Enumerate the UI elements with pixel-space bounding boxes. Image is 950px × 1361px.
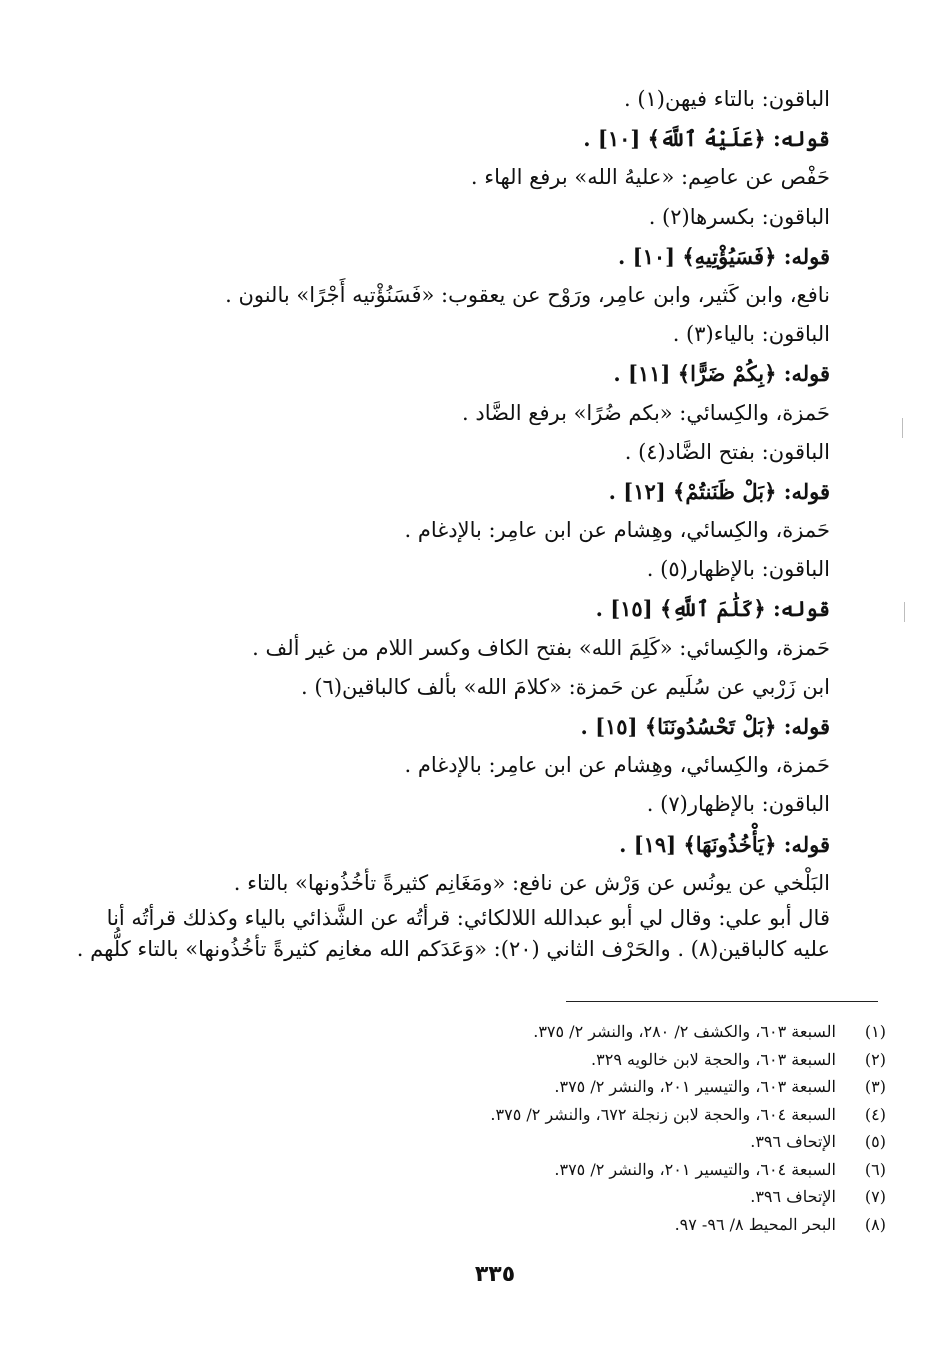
footnote-number: (٦) — [864, 1159, 886, 1179]
text-line: نافع، وابن كَثير، وابن عامِر، ورَوْح عن يعقوب: «فَسَنُؤْتيه أَجْرًا» بالنون . — [225, 282, 830, 307]
footnote-text: البحر المحيط ٨/ ٩٦- ٩٧. — [674, 1214, 836, 1234]
text-line: الباقون: بالياء(٣) . — [672, 322, 830, 347]
text-line: حَمزة، والكِسائي، وهِشام عن ابن عامِر: بالإدغام . — [404, 518, 830, 543]
text-line: الباقون: بالإظهار(٥) . — [646, 557, 830, 582]
footnote-number: (٧) — [864, 1187, 886, 1206]
verse-reference-line: قوله: ﴿بِكُمْ ضَرًّا﴾ [١١] . — [613, 361, 830, 387]
verse-reference-line: قوله: ﴿بَلْ ظَنَنتُمْ﴾ [١٢] . — [608, 478, 830, 504]
footnote-number: (٢) — [864, 1049, 886, 1069]
footnote-text: السبعة ٦٠٣، والكشف ٢/ ٢٨٠، والنشر ٢/ ٣٧٥. — [533, 1022, 836, 1041]
text-line: البَلْخي عن يونُس عن وَرْش عن نافع: «ومَغَانِم كثيرةً تأخُذُونها» بالتاء . — [233, 870, 830, 895]
footnote-number: (١) — [864, 1022, 886, 1041]
text-line: عليه كالباقين(٨) . والحَرْف الثاني (٢٠): «وَعَدَكم الله مغانِم كثيرةً تأخُذُونها» بالتاء كلُّهم . — [76, 936, 830, 961]
verse-reference-line: قوله: ﴿بَلْ تَحْسُدُونَنَا﴾ [١٥] . — [580, 714, 830, 739]
verse-reference-line: قوله: ﴿يَأْخُذُونَهَا﴾ [١٩] . — [619, 831, 830, 857]
text-line: حَمزة، والكِسائي: «كَلِمَ الله» بفتح الكاف وكسر اللام من غير ألف . — [252, 635, 830, 660]
text-line: قال أبو علي: وقال لي أبو عبدالله اللالكائي: قرأتُه عن الشَّذائي بالياء وكذلك قرأتُه أنا — [106, 905, 830, 930]
page-number: ٣٣٥ — [474, 1262, 516, 1287]
footnote-item — [326, 1211, 886, 1239]
footnote-text: السبعة ٦٠٤، والتيسير ٢٠١، والنشر ٢/ ٣٧٥. — [554, 1159, 836, 1179]
verse-reference-line: قوله: ﴿عَلَيْهُ ٱللَّهَ﴾ [١٠] . — [583, 126, 830, 152]
text-line: الباقون: بالإظهار(٧) . — [646, 792, 830, 817]
footnote-number: (٤) — [864, 1104, 886, 1124]
footnote-item — [326, 1073, 886, 1101]
footnote-item — [326, 1018, 886, 1046]
verse-reference-line: قوله: ﴿كَلَٰمَ ٱللَّهِ﴾ [١٥] . — [595, 596, 830, 622]
main-text — [76, 80, 830, 965]
footnote-text: الإتحاف ٣٩٦. — [750, 1132, 836, 1151]
footnote-number: (٨) — [864, 1214, 886, 1234]
text-line: حَمزة، والكِسائي، وهِشام عن ابن عامِر: بالإدغام . — [404, 753, 830, 778]
text-line: حَفْص عن عاصِم: «عليهُ الله» برفع الهاء . — [470, 165, 830, 190]
footnote-number: (٥) — [864, 1132, 886, 1151]
footnote-item — [326, 1183, 886, 1211]
text-line: ابن زَرْبي عن سُلَيم عن حَمزة: «كلامَ الله» بألف كالباقين(٦) . — [300, 674, 830, 699]
footnote-number: (٣) — [864, 1077, 886, 1096]
footnote-item — [326, 1046, 886, 1074]
footnote-item — [326, 1128, 886, 1156]
footnote-text: الإتحاف ٣٩٦. — [750, 1187, 836, 1206]
footnote-text: السبعة ٦٠٣، والحجة لابن خالويه ٣٢٩. — [591, 1049, 836, 1069]
footnote-text: السبعة ٦٠٣، والتيسير ٢٠١، والنشر ٢/ ٣٧٥. — [554, 1077, 836, 1096]
margin-mark — [902, 418, 903, 438]
verse-reference-line: قوله: ﴿فَسَيُؤْتِيهِ﴾ [١٠] . — [618, 243, 830, 269]
footnote-item — [326, 1101, 886, 1129]
footnote-text: السبعة ٦٠٤، والحجة لابن زنجلة ٦٧٢، والنشر ٢/ ٣٧٥. — [490, 1104, 836, 1124]
text-line: الباقون: بالتاء فيهن(١) . — [623, 87, 830, 111]
footnote-item — [326, 1156, 886, 1184]
text-line: الباقون: بفتح الضَّاد(٤) . — [624, 439, 830, 464]
text-line: الباقون: بكسرها(٢) . — [648, 204, 830, 229]
text-line: حَمزة، والكِسائي: «بكم ضُرًا» برفع الضَّاد . — [462, 400, 830, 425]
margin-mark — [904, 602, 905, 622]
footnotes — [326, 1018, 886, 1238]
footnote-divider — [566, 1001, 878, 1002]
